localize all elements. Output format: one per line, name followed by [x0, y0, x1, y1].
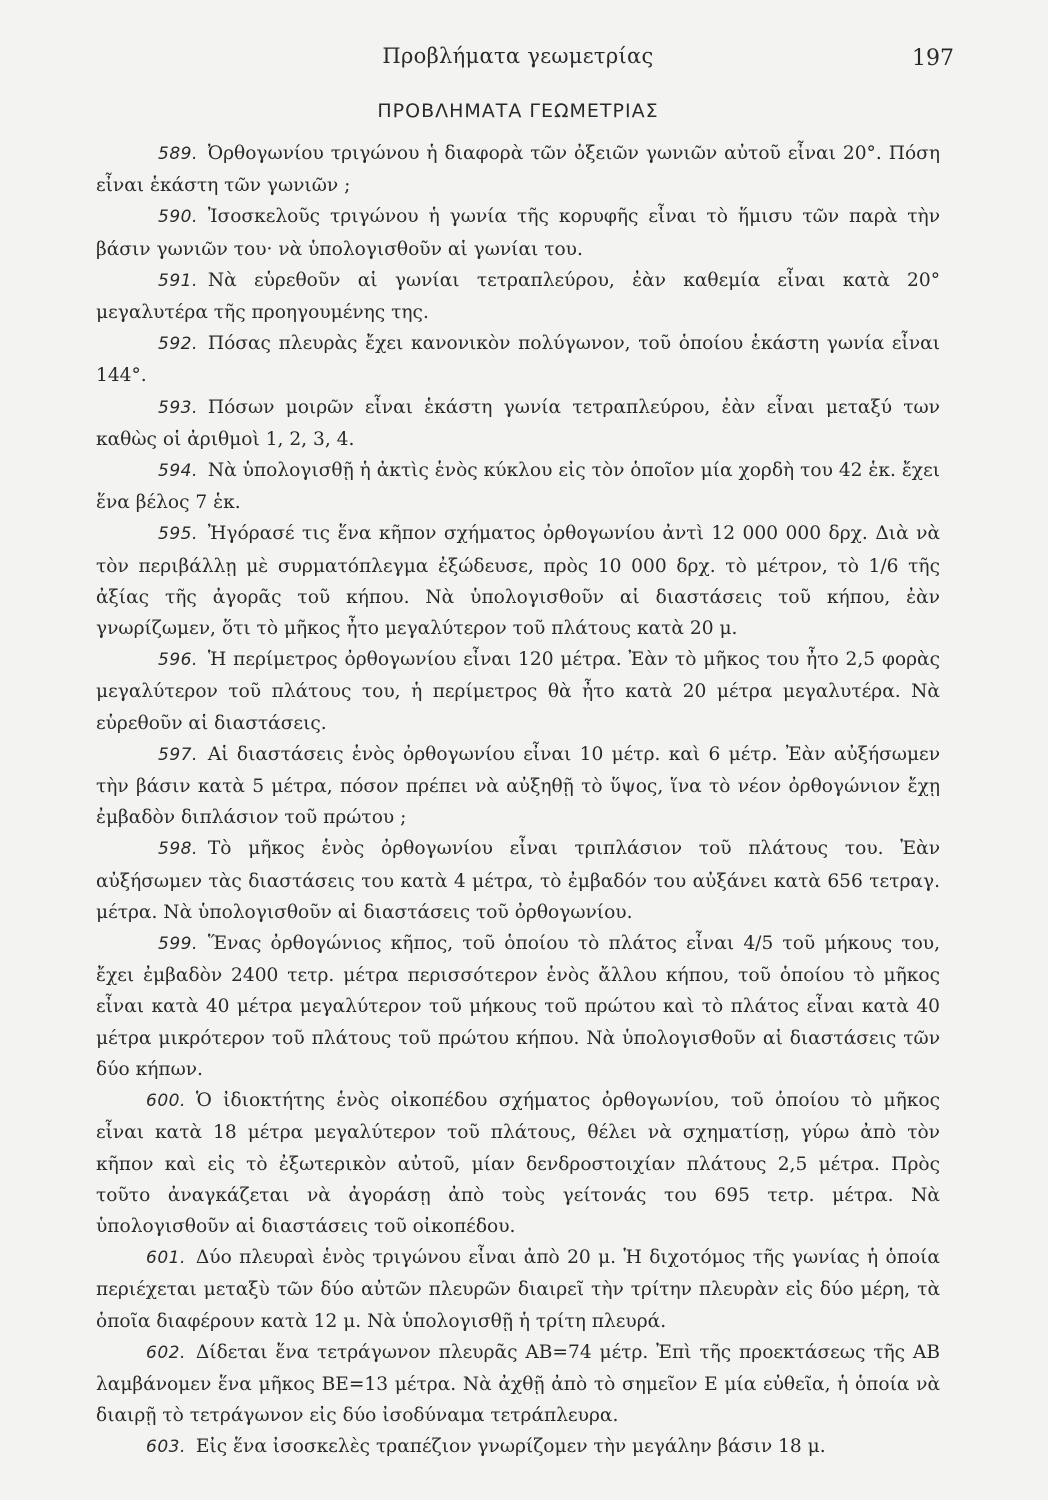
problem-number: 595.: [158, 524, 198, 545]
problem-number: 590.: [158, 207, 198, 228]
problem-594: [96, 455, 940, 518]
problem-593: [96, 392, 940, 455]
problem-text: Πόσων μοιρῶν εἶναι ἑκάστη γωνία τετραπλεύρου, ἐὰν εἶναι μεταξύ των καθὼς οἱ ἀριθμοὶ 1, 2, 3, 4.: [96, 396, 940, 450]
problem-number: 592.: [158, 334, 198, 355]
problem-599: [96, 928, 940, 1085]
problem-number: 596.: [158, 650, 198, 671]
problem-text: Τὸ μῆκος ἑνὸς ὀρθογωνίου εἶναι τριπλάσιον τοῦ πλάτους του. Ἐὰν αὐξήσωμεν τὰς διαστάσεις του κατὰ 4 μέτρα, τὸ ἐμβαδόν του αὐξάνει κατὰ 656 τετραγ. μέτρα. Νὰ ὑπολογισθοῦν αἱ διαστάσεις τοῦ ὀρθογωνίου.: [96, 838, 940, 923]
problem-text: Ὀρθογωνίου τριγώνου ἡ διαφορὰ τῶν ὀξειῶν γωνιῶν αὐτοῦ εἶναι 20°. Πόση εἶναι ἑκάστη τῶν γωνιῶν ;: [96, 143, 940, 197]
page-number: 197: [912, 46, 954, 71]
problem-number: 593.: [158, 397, 198, 418]
running-head: [96, 44, 954, 94]
problem-text: Δύο πλευραὶ ἑνὸς τριγώνου εἶναι ἀπὸ 20 μ. Ἡ διχοτόμος τῆς γωνίας ἡ ὁποία περιέχεται μεταξὺ τῶν δύο αὐτῶν πλευρῶν διαιρεῖ τὴν τρίτην πλευρὰν εἰς δύο μέρη, τὰ ὁποῖα διαφέρουν κατὰ 12 μ. Νὰ ὑπολογισθῇ ἡ τρίτη πλευρά.: [96, 1247, 940, 1332]
problem-590: [96, 201, 940, 264]
problem-601: [96, 1242, 940, 1337]
problem-number: 598.: [158, 839, 198, 860]
problem-number: 602.: [146, 1342, 186, 1363]
problem-text: Αἱ διαστάσεις ἑνὸς ὀρθογωνίου εἶναι 10 μέτρ. καὶ 6 μέτρ. Ἐὰν αὐξήσωμεν τὴν βάσιν κατὰ 5 μέτρα, πόσον πρέπει νὰ αὐξηθῇ τὸ ὕψος, ἵνα τὸ νέον ὀρθογώνιον ἔχῃ ἐμβαδὸν διπλάσιον τοῦ πρώτου ;: [96, 743, 940, 829]
problem-597: [96, 739, 940, 834]
section-heading: ΠΡΟΒΛΗΜΑΤΑ ΓΕΩΜΕΤΡΙΑΣ: [377, 100, 659, 122]
problem-number: 597.: [158, 744, 198, 765]
problem-text: Ἠγόρασέ τις ἕνα κῆπον σχήματος ὀρθογωνίου ἀντὶ 12 000 000 δρχ. Διὰ νὰ τὸν περιβάλλῃ μὲ συρματόπλεγμα ἐξώδευσε, πρὸς 10 000 δρχ. τὸ μέτρον, τὸ 1/6 τῆς ἀξίας τῆς ἀγορᾶς τοῦ κήπου. Νὰ ὑπολογισθοῦν αἱ διαστάσεις τοῦ κήπου, ἐὰν γνωρίζωμεν, ὅτι τὸ μῆκος ἦτο μεγαλύτερον τοῦ πλάτους κατὰ 20 μ.: [96, 523, 940, 640]
problem-text: Εἰς ἕνα ἰσοσκελὲς τραπέζιον γνωρίζομεν τὴν μεγάλην βάσιν 18 μ.: [195, 1436, 826, 1458]
problem-number: 599.: [158, 934, 198, 955]
problem-598: [96, 833, 940, 928]
problem-589: [96, 138, 940, 201]
problem-number: 601.: [146, 1248, 186, 1269]
problem-592: [96, 328, 940, 391]
problem-number: 594.: [158, 461, 198, 482]
problem-text: Ἕνας ὀρθογώνιος κῆπος, τοῦ ὁποίου τὸ πλάτος εἶναι 4/5 τοῦ μήκους του, ἔχει ἐμβαδὸν 2400 τετρ. μέτρα περισσότερον ἑνὸς ἄλλου κήπου, τοῦ ὁποίου τὸ μῆκος εἶναι κατὰ 40 μέτρα μεγαλύτερον τοῦ μήκους τοῦ πρώτου καὶ τὸ πλάτος εἶναι κατὰ 40 μέτρα μικρότερον τοῦ πλάτους τοῦ πρώτου κήπου. Νὰ ὑπολογισθοῦν αἱ διαστάσεις τῶν δύο κήπων.: [96, 933, 940, 1080]
problem-text: Νὰ εὑρεθοῦν αἱ γωνίαι τετραπλεύρου, ἐὰν καθεμία εἶναι κατὰ 20° μεγαλυτέρα τῆς προηγουμένης της.: [96, 269, 940, 324]
problem-number: 591.: [158, 270, 198, 291]
problem-number: 603.: [146, 1437, 186, 1458]
problem-600: [96, 1085, 940, 1242]
problem-number: 589.: [158, 144, 198, 164]
problem-603: [96, 1431, 940, 1463]
problem-596: [96, 644, 940, 739]
problem-text: Ἰσοσκελοῦς τριγώνου ἡ γωνία τῆς κορυφῆς εἶναι τὸ ἥμισυ τῶν παρὰ τὴν βάσιν γωνιῶν του· νὰ ὑπολογισθοῦν αἱ γωνίαι του.: [96, 206, 940, 260]
problem-number: 600.: [146, 1091, 186, 1112]
problem-text: Νὰ ὑπολογισθῇ ἡ ἀκτὶς ἑνὸς κύκλου εἰς τὸν ὁποῖον μία χορδὴ του 42 ἑκ. ἔχει ἕνα βέλος 7 ἑκ.: [96, 460, 940, 514]
problem-text: Ὁ ἰδιοκτήτης ἑνὸς οἰκοπέδου σχήματος ὀρθογωνίου, τοῦ ὁποίου τὸ μῆκος εἶναι κατὰ 18 μέτρα μεγαλύτερον τοῦ πλάτους, θέλει νὰ σχηματίσῃ, γύρω ἀπὸ τὸν κῆπον καὶ εἰς τὸ ἐξωτερικὸν αὐτοῦ, μίαν δενδροστοιχίαν πλάτους 2,5 μέτρα. Πρὸς τοῦτο ἀναγκάζεται νὰ ἀγοράσῃ ἀπὸ τοὺς γείτονάς του 695 τετρ. μέτρα. Νὰ ὑπολογισθοῦν αἱ διαστάσεις τοῦ οἰκοπέδου.: [96, 1090, 940, 1237]
problem-602: [96, 1337, 940, 1432]
problem-text: Πόσας πλευρὰς ἔχει κανονικὸν πολύγωνον, τοῦ ὁποίου ἑκάστη γωνία εἶναι 144°.: [96, 333, 940, 387]
problem-591: [96, 265, 940, 328]
problem-595: [96, 518, 940, 644]
problem-text: Ἡ περίμετρος ὀρθογωνίου εἶναι 120 μέτρα. Ἐὰν τὸ μῆκος του ἦτο 2,5 φορὰς μεγαλύτερον τοῦ πλάτους του, ἡ περίμετρος θὰ ἦτο κατὰ 20 μέτρα μεγαλυτέρα. Νὰ εὑρεθοῦν αἱ διαστάσεις.: [96, 649, 940, 734]
problem-text: Δίδεται ἕνα τετράγωνον πλευρᾶς ΑΒ=74 μέτρ. Ἐπὶ τῆς προεκτάσεως τῆς ΑΒ λαμβάνομεν ἕνα μῆκος ΒΕ=13 μέτρα. Νὰ ἀχθῇ ἀπὸ τὸ σημεῖον Ε μία εὐθεῖα, ἡ ὁποία νὰ διαιρῇ τὸ τετράγωνον εἰς δύο ἰσοδύναμα τετράπλευρα.: [96, 1341, 940, 1427]
running-title: Προβλήματα γεωμετρίας: [382, 44, 654, 68]
